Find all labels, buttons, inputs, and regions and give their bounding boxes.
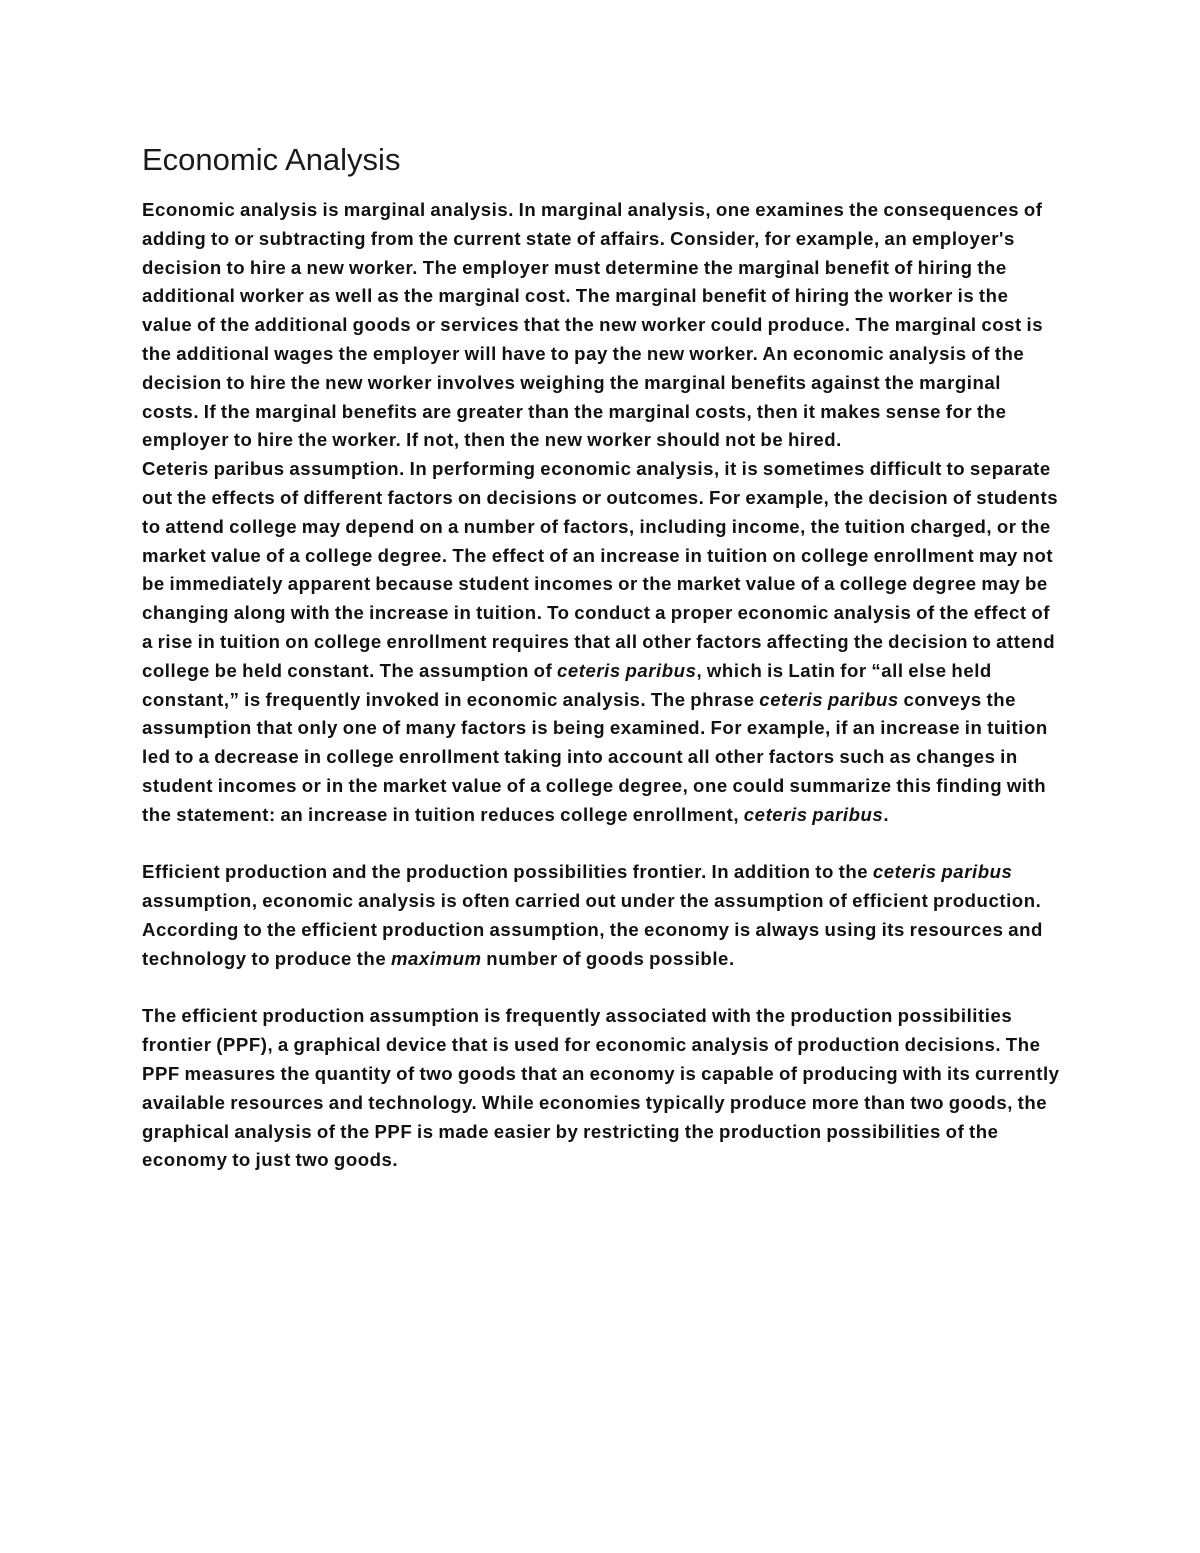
italic-term: ceteris paribus	[556, 659, 697, 681]
paragraph-efficient-production	[142, 858, 1062, 973]
text-segment: Efficient production and the production possibilities frontier. In addition to the	[142, 861, 873, 883]
text-segment: The efficient production assumption is frequently associated with the production possibilities frontier (PPF), a graphical device that is used for economic analysis of production decisions. The PPF measures the quantity of two goods that an economy is capable of producing with its currently available resources and technology. While economies typically produce more than two goods, the graphical analysis of the PPF is made easier by restricting the production possibilities of the economy to just two goods.	[142, 1005, 1060, 1171]
text-segment: , which is Latin for “all else held constant,” is frequently invoked in economic analysis. The phrase	[142, 659, 992, 710]
page-title: Economic Analysis	[142, 142, 401, 177]
text-segment: .	[883, 803, 890, 825]
text-segment: assumption, economic analysis is often carried out under the assumption of efficient production. According to the efficient production assumption, the economy is always using its resources and technology to produce the	[142, 890, 1043, 969]
paragraph-spacer	[142, 830, 1062, 859]
italic-term: maximum	[390, 947, 482, 969]
paragraph-ceteris-paribus	[142, 455, 1062, 829]
italic-term: ceteris paribus	[743, 803, 884, 825]
italic-term: ceteris paribus	[759, 688, 899, 710]
paragraph-spacer	[142, 974, 1062, 1003]
paragraph-marginal-analysis	[142, 196, 1062, 455]
document-page	[142, 140, 1062, 1175]
paragraph-ppf	[142, 1002, 1062, 1175]
text-segment: Ceteris paribus assumption. In performing economic analysis, it is sometimes difficult to separate out the effects of different factors on decisions or outcomes. For example, the decision of students to attend college may depend on a number of factors, including income, the tuition charged, or the market value of a college degree. The effect of an increase in tuition on college enrollment may not be immediately apparent because student incomes or the market value of a college degree may be changing along with the increase in tuition. To conduct a proper economic analysis of the effect of a rise in tuition on college enrollment requires that all other factors affecting the decision to attend college be held constant. The assumption of	[142, 458, 1059, 681]
text-segment: Economic analysis is marginal analysis. In marginal analysis, one examines the consequences of adding to or subtracting from the current state of affairs. Consider, for example, an employer's decision to hire a new worker. The employer must determine the marginal benefit of hiring the additional worker as well as the marginal cost. The marginal benefit of hiring the worker is the value of the additional goods or services that the new worker could produce. The marginal cost is the additional wages the employer will have to pay the new worker. An economic analysis of the decision to hire the new worker involves weighing the marginal benefits against the marginal costs. If the marginal benefits are greater than the marginal costs, then it makes sense for the employer to hire the worker. If not, then the new worker should not be hired.	[142, 199, 1044, 451]
text-segment: conveys the assumption that only one of many factors is being examined. For example, if an increase in tuition led to a decrease in college enrollment taking into account all other factors such as changes in student incomes or in the market value of a college degree, one could summarize this finding with the statement: an increase in tuition reduces college enrollment,	[142, 688, 1048, 825]
text-segment: number of goods possible.	[481, 947, 735, 969]
italic-term: ceteris paribus	[872, 861, 1013, 883]
